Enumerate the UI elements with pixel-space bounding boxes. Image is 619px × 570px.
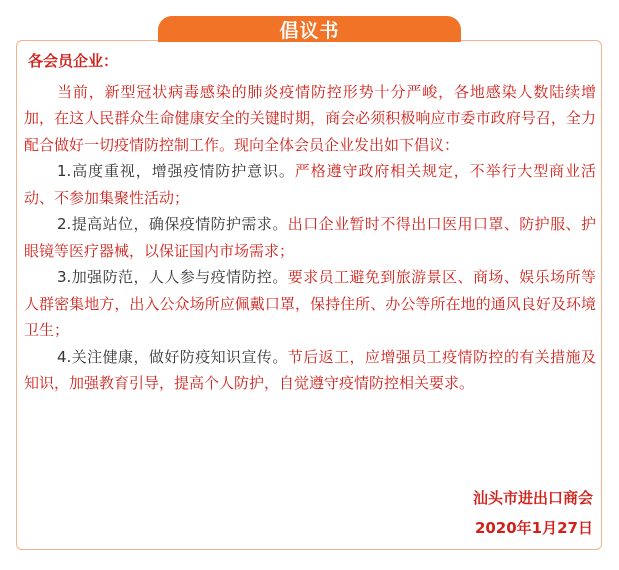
signature-org: 汕头市进出口商会 (472, 489, 593, 507)
proposal-item-4 (24, 344, 596, 397)
item-lead: 4.关注健康，做好防疫知识宣传。 (57, 347, 288, 366)
salutation: 各会员企业： (28, 52, 119, 70)
item-body: 节后返工，应增强员工疫情防控的有关措施及知识，加强教育引导，提高个人防护，自觉遵守疫情防控相关要求。 (24, 347, 596, 392)
page-title: 倡议书 (279, 19, 340, 42)
proposal-item-2 (24, 211, 596, 264)
intro-paragraph: 当前，新型冠状病毒感染的肺炎疫情防控形势十分严峻，各地感染人数陆续增加，在这人民群众生命健康安全的关键时期，商会必须积极响应市委市政府号召，全力配合做好一切疫情防控制工作。现向全体会员企业发出如下倡议： (24, 82, 596, 154)
item-body: 出口企业暂时不得出口医用口罩、防护服、护眼镜等医疗器械，以保证国内市场需求； (24, 215, 596, 260)
title-banner (158, 16, 461, 42)
proposal-item-3 (24, 264, 596, 344)
item-lead: 3.加强防范，人人参与疫情防控。 (57, 268, 288, 286)
proposal-item-1 (24, 158, 596, 211)
item-body: 严格遵守政府相关规定，不举行大型商业活动、不参加集聚性活动； (24, 162, 596, 207)
item-body: 要求员工避免到旅游景区、商场、娱乐场所等人群密集地方，出入公众场所应佩戴口罩，保持住所、办公等所在地的通风良好及环境卫生； (24, 268, 596, 339)
signature-block (473, 483, 593, 543)
item-lead: 2.提高站位，确保疫情防护需求。 (57, 215, 288, 233)
proposal-content (24, 48, 596, 397)
signature-date: 2020年1月27日 (474, 519, 593, 537)
item-lead: 1.高度重视，增强疫情防护意识。 (57, 162, 295, 180)
